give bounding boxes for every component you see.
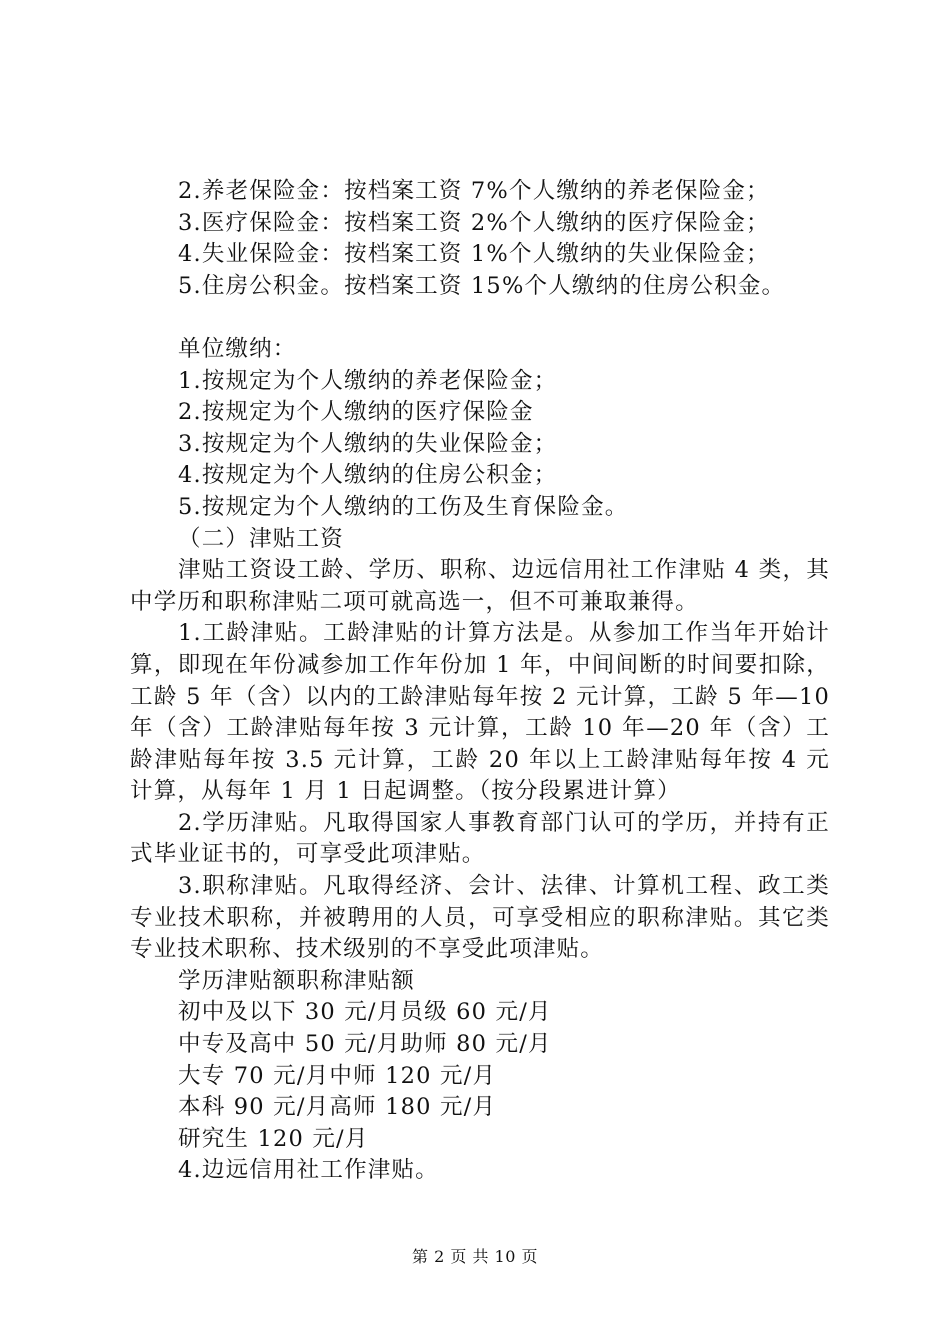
- paragraph: 4.失业保险金：按档案工资 1%个人缴纳的失业保险金；: [178, 241, 770, 268]
- paragraph: 3.职称津贴。凡取得经济、会计、法律、计算机工程、政工类专业技术职称，并被聘用的人员，可享受相应的职称津贴。其它类专业技术职称、技术级别的不享受此项津贴。: [130, 873, 830, 963]
- paragraph: 3.医疗保险金：按档案工资 2%个人缴纳的医疗保险金；: [178, 209, 770, 236]
- paragraph: 津贴工资设工龄、学历、职称、边远信用社工作津贴 4 类，其中学历和职称津贴二项可就高选一，但不可兼取兼得。: [130, 557, 830, 615]
- paragraph: 大专 70 元/月中师 120 元/月: [178, 1062, 497, 1089]
- paragraph: 4.边远信用社工作津贴。: [178, 1157, 439, 1184]
- paragraph: 中专及高中 50 元/月助师 80 元/月: [178, 1031, 552, 1058]
- paragraph: 本科 90 元/月高师 180 元/月: [178, 1094, 497, 1121]
- paragraph: 3.按规定为个人缴纳的失业保险金；: [178, 430, 558, 457]
- paragraph: 1.工龄津贴。工龄津贴的计算方法是。从参加工作当年开始计算，即现在年份减参加工作年份加 1 年，中间间断的时间要扣除，工龄 5 年（含）以内的工龄津贴每年按 2 元计算，工龄 5 年—10 年（含）工龄津贴每年按 3 元计算，工龄 10 年—20 年（含）工龄津贴每年按 3.5 元计算，工龄 20 年以上工龄津贴每年按 4 元计算，从每年 1 月 1 日起调整。（按分段累进计算）: [130, 620, 830, 805]
- page-footer: [0, 1244, 950, 1267]
- paragraph: 2.学历津贴。凡取得国家人事教育部门认可的学历，并持有正式毕业证书的，可享受此项津贴。: [130, 809, 830, 868]
- section-heading: 单位缴纳：: [178, 335, 297, 362]
- paragraph: 4.按规定为个人缴纳的住房公积金；: [178, 462, 558, 489]
- paragraph: 初中及以下 30 元/月员级 60 元/月: [178, 999, 552, 1026]
- paragraph: 研究生 120 元/月: [178, 1125, 369, 1152]
- paragraph: 学历津贴额职称津贴额: [178, 967, 416, 994]
- paragraph: 5.住房公积金。按档案工资 15%个人缴纳的住房公积金。: [178, 272, 786, 299]
- paragraph: 1.按规定为个人缴纳的养老保险金；: [178, 367, 558, 394]
- paragraph: 2.养老保险金：按档案工资 7%个人缴纳的养老保险金；: [178, 178, 770, 204]
- document-body: [130, 176, 830, 1187]
- paragraph: 5.按规定为个人缴纳的工伤及生育保险金。: [178, 493, 629, 520]
- page-number-label: 第 2 页 共 10 页: [412, 1247, 538, 1266]
- paragraph: 2.按规定为个人缴纳的医疗保险金: [178, 399, 534, 426]
- paragraph-gap: [130, 302, 830, 334]
- section-heading: （二）津贴工资: [178, 525, 344, 552]
